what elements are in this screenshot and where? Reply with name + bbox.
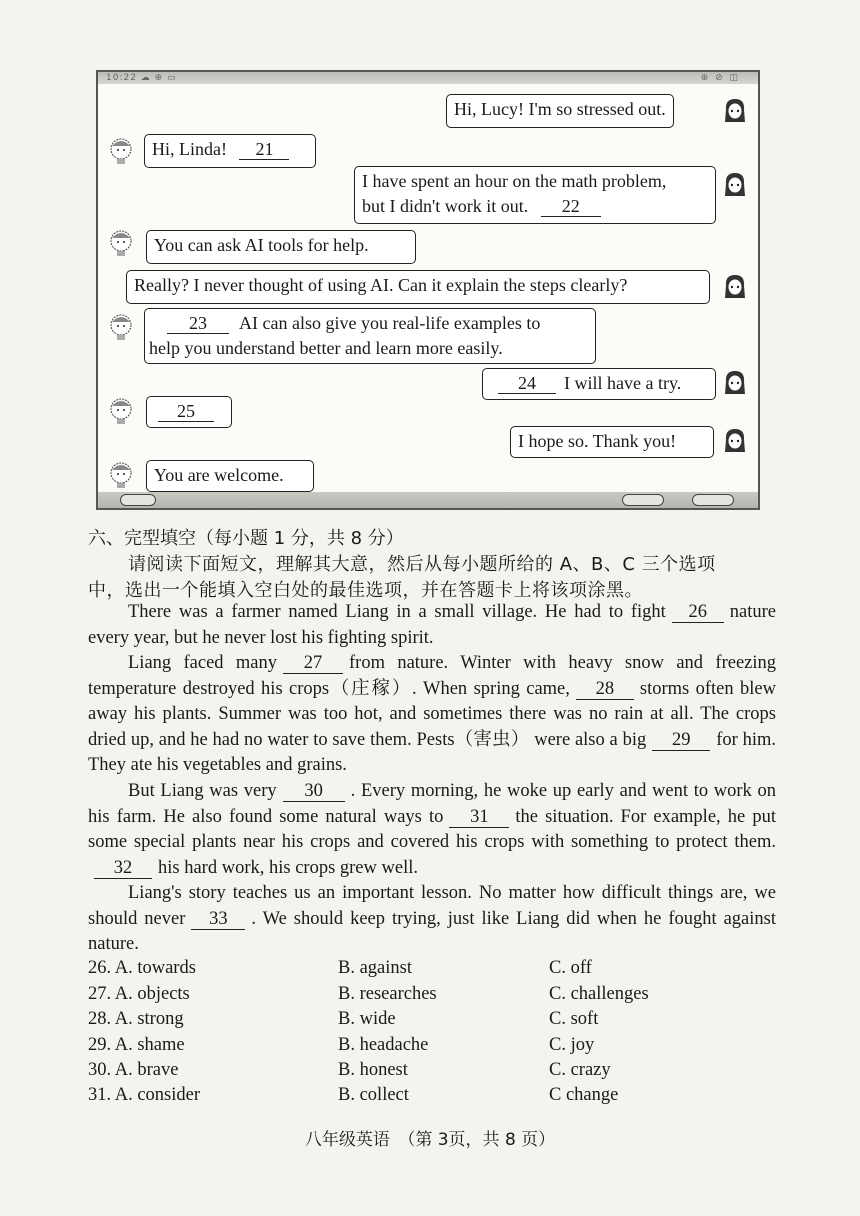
emoji-button[interactable] [622, 494, 664, 506]
boy-avatar-icon [108, 228, 134, 258]
blank-25: 25 [158, 401, 214, 422]
add-button[interactable] [692, 494, 734, 506]
chat-bubble-left [144, 308, 596, 364]
message-line [362, 194, 708, 219]
girl-avatar-icon [722, 368, 748, 398]
passage-paragraph-3: But Liang was very 30 . Every morning, he woke up early and went to work on his farm. He also found some natural ways to 31 the situation. For example, he put some special plants near his crops and covered his crops with something to protect them.32 his hard work, his crops grew well. [88, 781, 776, 878]
status-bar [98, 72, 758, 84]
blank-24: 24 [498, 373, 556, 394]
chat-bubble-left [144, 134, 316, 168]
option-b: B. researches [338, 984, 437, 1004]
message-text: I will have a try. [564, 373, 682, 393]
blank-22: 22 [541, 196, 601, 217]
option-b: B. collect [338, 1085, 409, 1105]
passage-paragraph-2: Liang faced many 27 from nature. Winter with heavy snow and freezing temperature destroyed his crops（庄稼）. When spring came, 28 storms often blew away his plants. Summer was too hot, and sometimes there was no rain at all. The crops dried up, and he had no water to save them. Pests（害虫） were also a big 29 for him. They ate his vegetables and grains. [88, 653, 777, 775]
chat-bubble-left [146, 230, 416, 264]
chat-bubble-right [354, 166, 716, 224]
girl-avatar-icon [722, 96, 748, 126]
message-text: You can ask AI tools for help. [154, 235, 369, 255]
message-text: I hope so. Thank you! [518, 431, 677, 451]
message-text: help you understand better and learn more easily. [149, 338, 503, 358]
message-line [149, 311, 588, 336]
girl-avatar-icon [722, 426, 748, 456]
option-a: 26. A. towards [88, 958, 196, 978]
girl-avatar-icon [722, 272, 748, 302]
blank-32: 32 [94, 858, 152, 879]
message-text: Hi, Linda! [152, 139, 227, 159]
blank-33: 33 [191, 909, 245, 930]
blank-31: 31 [449, 807, 509, 828]
boy-avatar-icon [108, 312, 134, 342]
option-row [88, 1035, 778, 1060]
voice-button[interactable] [120, 494, 156, 506]
passage-paragraph-4: Liang's story teaches us an important lesson. No matter how difficult things are, we should never 33 . We should keep trying, just like Liang did when he fought against nature. [88, 883, 776, 954]
option-a: 30. A. brave [88, 1060, 179, 1080]
section-title: 六、完型填空（每小题 1 分，共 8 分） [88, 528, 404, 549]
boy-avatar-icon [108, 136, 134, 166]
chat-bubble-right [510, 426, 714, 458]
option-c: C. off [549, 958, 592, 978]
chat-screenshot [96, 70, 760, 510]
girl-avatar-icon [722, 170, 748, 200]
status-time: 10:22 ☁ ⊕ ▭ [106, 73, 177, 83]
blank-29: 29 [652, 730, 710, 751]
instruction-line-1: 请阅读下面短文，理解其大意，然后从每小题所给的 A、B、C 三个选项 [128, 554, 716, 575]
chat-bubble-right [482, 368, 716, 400]
passage-paragraph-1: There was a farmer named Liang in a small village. He had to fight 26 nature every year, but he never lost his fighting spirit. [88, 602, 776, 648]
option-c: C. soft [549, 1009, 599, 1029]
blank-28: 28 [576, 679, 634, 700]
input-bar [98, 492, 758, 508]
message-text: AI can also give you real-life examples to [239, 313, 541, 333]
option-b: B. honest [338, 1060, 408, 1080]
option-b: B. wide [338, 1009, 396, 1029]
blank-26: 26 [672, 602, 724, 623]
option-row [88, 1060, 778, 1085]
message-text: but I didn't work it out. [362, 196, 529, 216]
option-row [88, 1085, 778, 1110]
option-row [88, 958, 778, 983]
page-footer: 八年级英语 （第 3页，共 8 页） [304, 1130, 556, 1150]
option-c: C. challenges [549, 984, 649, 1004]
boy-avatar-icon [108, 460, 134, 490]
option-c: C. crazy [549, 1060, 611, 1080]
status-icons: ⊕ ⊘ ◫ [700, 73, 740, 83]
message-text: You are welcome. [154, 465, 284, 485]
blank-21: 21 [239, 139, 289, 160]
option-b: B. headache [338, 1035, 429, 1055]
message-text: Hi, Lucy! I'm so stressed out. [454, 99, 666, 119]
option-b: B. against [338, 958, 412, 978]
blank-23: 23 [167, 313, 229, 334]
blank-30: 30 [283, 781, 345, 802]
option-row [88, 1009, 778, 1034]
message-text: Really? I never thought of using AI. Can it explain the steps clearly? [134, 275, 628, 295]
option-a: 29. A. shame [88, 1035, 185, 1055]
option-a: 28. A. strong [88, 1009, 184, 1029]
option-c: C. joy [549, 1035, 595, 1055]
boy-avatar-icon [108, 396, 134, 426]
option-a: 31. A. consider [88, 1085, 201, 1105]
chat-bubble-left [146, 396, 232, 428]
message-text: I have spent an hour on the math problem, [362, 171, 667, 191]
blank-27: 27 [283, 653, 343, 674]
chat-bubble-left [146, 460, 314, 492]
chat-bubble-right [126, 270, 710, 304]
option-c: C change [549, 1085, 619, 1105]
chat-bubble-right [446, 94, 674, 128]
option-row [88, 984, 778, 1009]
option-a: 27. A. objects [88, 984, 190, 1004]
instruction-line-2: 中，选出一个能填入空白处的最佳选项，并在答题卡上将该项涂黑。 [88, 580, 643, 601]
